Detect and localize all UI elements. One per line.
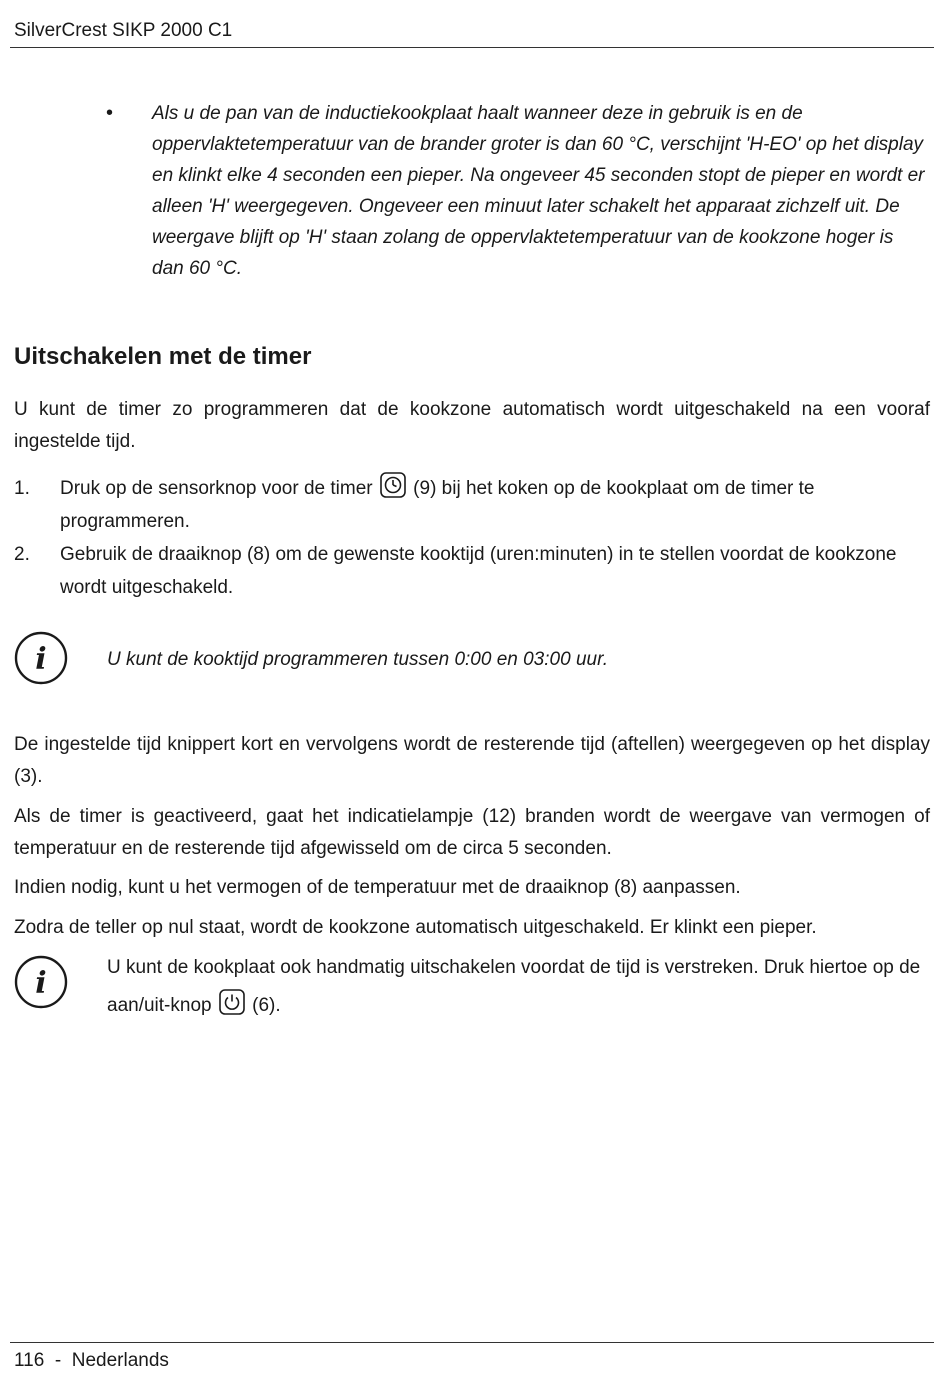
section-heading: Uitschakelen met de timer (14, 343, 312, 370)
power-icon (219, 989, 245, 1015)
paragraph-2: Als de timer is geactiveerd, gaat het indicatielampje (12) branden wordt de weergave van vermogen of temperatuur en de resterende tijd afgewisseld om de circa 5 seconden. (14, 806, 930, 859)
warning-bullet (106, 98, 926, 284)
intro-paragraph: U kunt de timer zo programmeren dat de kookzone automatisch wordt uitgeschakeld na een vooraf ingestelde tijd. (14, 399, 930, 452)
info-icon (14, 631, 68, 685)
bullet-text: Als u de pan van de inductiekookplaat haalt wanneer deze in gebruik is en de oppervlaktetemperatuur van de brander groter is dan 60 °C, verschijnt 'H-EO' op het display en klinkt elke 4 seconden een pieper. Na ongeveer 45 seconden stopt de pieper en wordt er alleen 'H' weergegeven. Ongeveer een minuut later schakelt het apparaat zichzelf uit. De weergave blijft op 'H' staan zolang de oppervlaktetemperatuur van de kookzone hoger is dan 60 °C. (152, 103, 925, 279)
bullet-marker: • (106, 102, 114, 124)
paragraph-4: Zodra de teller op nul staat, wordt de kookzone automatisch uitgeschakeld. Er klinkt een pieper. (14, 917, 817, 938)
svg-text:i: i (35, 966, 47, 1001)
step-number: 1. (14, 478, 30, 499)
page-header: SilverCrest SIKP 2000 C1 (14, 20, 233, 41)
step-1-text-before: Druk op de sensorknop voor de timer (60, 478, 373, 499)
header-divider (10, 47, 934, 48)
footer-divider (10, 1342, 934, 1343)
step-1-text-after: (9) bij het koken op de kookplaat om de timer te programmeren. (60, 478, 815, 532)
step-number: 2. (14, 544, 30, 565)
step-2-text: Gebruik de draaiknop (8) om de gewenste kooktijd (uren:minuten) in te stellen voordat de kookzone wordt uitgeschakeld. (60, 544, 897, 598)
paragraph-3: Indien nodig, kunt u het vermogen of de temperatuur met de draaiknop (8) aanpassen. (14, 877, 741, 898)
note-2-text-after: (6). (252, 995, 281, 1016)
page-footer: 116 - Nederlands (14, 1350, 169, 1371)
note-2-text-before: U kunt de kookplaat ook handmatig uitschakelen voordat de tijd is verstreken. Druk hiertoe op de aan/uit-knop (107, 957, 921, 1016)
info-icon (14, 955, 68, 1009)
info-note-1: U kunt de kooktijd programmeren tussen 0:00 en 03:00 uur. (107, 649, 608, 670)
paragraph-1: De ingestelde tijd knippert kort en vervolgens wordt de resterende tijd (aftellen) weergegeven op het display (3). (14, 734, 930, 787)
info-note-2 (107, 949, 927, 1025)
svg-text:i: i (35, 642, 47, 677)
step-2 (14, 538, 930, 604)
timer-icon (380, 472, 406, 498)
step-1 (14, 472, 930, 538)
